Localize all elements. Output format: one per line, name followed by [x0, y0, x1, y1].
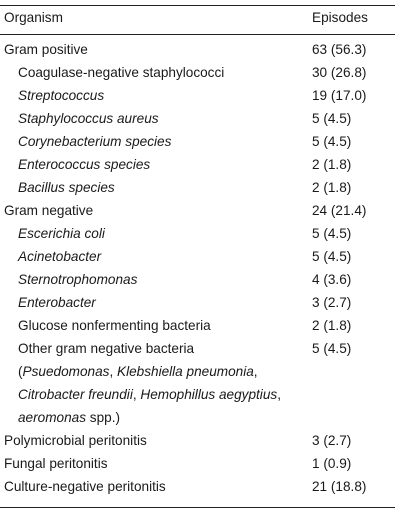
row-value: 5 (4.5) [312, 226, 352, 241]
row-value: 30 (26.8) [312, 65, 367, 80]
note-spp: spp.) [89, 410, 121, 425]
row-value: 2 (1.8) [312, 318, 352, 333]
note-comma: , [109, 364, 114, 379]
row-label: Corynebacterium species [18, 134, 172, 149]
row-value: 3 (2.7) [312, 433, 352, 448]
row-value: 1 (0.9) [312, 456, 352, 471]
row-value: 4 (3.6) [312, 272, 352, 287]
row-label: Gram negative [4, 203, 94, 218]
note-comma: , [253, 364, 258, 379]
table-row [0, 153, 395, 176]
row-value: 19 (17.0) [312, 88, 367, 103]
row-label: Glucose nonfermenting bacteria [18, 318, 211, 333]
note-line-2 [0, 383, 395, 406]
row-value: 2 (1.8) [312, 180, 352, 195]
note-citrobacter: Citrobacter freundii [18, 387, 133, 402]
note-psuedomonas: Psuedomonas [22, 364, 110, 379]
table-row [0, 268, 395, 291]
note-open-paren: ( [18, 364, 23, 379]
header-episodes: Episodes [312, 10, 368, 25]
note-comma: , [277, 387, 281, 402]
row-value: 5 (4.5) [312, 134, 352, 149]
row-label: Streptococcus [18, 88, 105, 103]
table-row [0, 61, 395, 84]
header-organism: Organism [4, 10, 63, 25]
row-label: Bacillus species [18, 180, 115, 195]
row-label: Polymicrobial peritonitis [4, 433, 147, 448]
table-row [0, 337, 395, 360]
row-value: 24 (21.4) [312, 203, 367, 218]
table-row [0, 176, 395, 199]
row-label: Culture-negative peritonitis [4, 479, 166, 494]
table-row [0, 314, 395, 337]
row-value: 2 (1.8) [312, 157, 352, 172]
row-label: Coagulase-negative staphylococci [18, 65, 225, 80]
row-label: Fungal peritonitis [4, 456, 108, 471]
table-row [0, 38, 395, 61]
header-rule [0, 34, 395, 35]
row-label: Gram positive [4, 42, 88, 57]
row-label: Acinetobacter [18, 249, 102, 264]
table-row [0, 245, 395, 268]
table-row [0, 107, 395, 130]
table-row [0, 199, 395, 222]
note-hemophillus: Hemophillus aegyptius [140, 387, 278, 402]
table-row [0, 130, 395, 153]
note-comma: , [132, 387, 137, 402]
row-label: Other gram negative bacteria [18, 341, 195, 356]
row-label: Escerichia coli [18, 226, 105, 241]
bottom-rule [0, 507, 395, 508]
table-row [0, 429, 395, 452]
row-value: 3 (2.7) [312, 295, 352, 310]
table-row [0, 452, 395, 475]
table-header [0, 6, 395, 29]
row-label: Sternotrophomonas [18, 272, 138, 287]
note-line-1 [0, 360, 395, 383]
note-line-3 [0, 406, 395, 429]
table-row [0, 84, 395, 107]
row-label: Enterococcus species [18, 157, 151, 172]
row-value: 5 (4.5) [312, 341, 352, 356]
row-value: 63 (56.3) [312, 42, 367, 57]
row-label: Staphylococcus aureus [18, 111, 159, 126]
table-row [0, 291, 395, 314]
note-aeromonas: aeromonas [18, 410, 87, 425]
table-row [0, 222, 395, 245]
table-row [0, 475, 395, 498]
row-value: 5 (4.5) [312, 111, 352, 126]
row-value: 5 (4.5) [312, 249, 352, 264]
row-value: 21 (18.8) [312, 479, 367, 494]
row-label: Enterobacter [18, 295, 96, 310]
note-klebshiella: Klebshiella pneumonia [117, 364, 254, 379]
